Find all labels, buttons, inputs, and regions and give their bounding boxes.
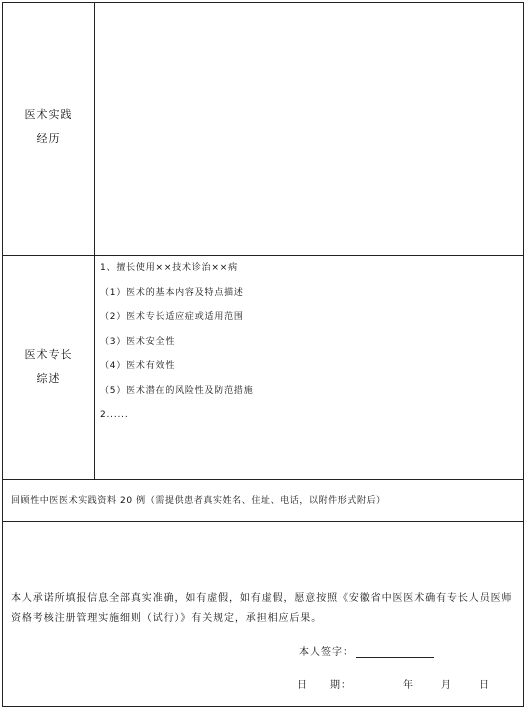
signature-row [299,643,434,658]
specialty-line-5: （4）医术有效性 [100,361,176,371]
practice-label-line-1: 医术实践 [24,108,73,121]
specialty-label-line-1: 医术专长 [24,348,73,361]
date-month-label: 月 [441,680,452,691]
practice-experience-label [3,103,94,151]
pledge-statement: 本人承诺所填报信息全部真实准确，如有虚假，如有虚假，愿意按照《安徽省中医医术确有专长人员医师资格考核注册管理实施细则（试行）》有关规定，承担相应后果。 [11,593,513,624]
specialty-summary-label [3,343,94,391]
label-column-divider [94,3,95,479]
row-divider-specialty [3,479,523,480]
row-divider-cases [3,521,523,522]
date-year-label: 年 [403,680,414,691]
specialty-line-2: （1）医术的基本内容及特点描述 [100,287,244,298]
case-materials-note: 回顾性中医医术实践资料 20 例（需提供患者真实姓名、住址、电话，以附件形式附后） [11,496,386,506]
specialty-line-7: 2...... [100,410,129,420]
specialty-summary-field[interactable] [100,256,517,428]
date-day-label: 日 [479,680,490,691]
signature-label: 本人签字： [299,647,354,658]
specialty-line-6: （5）医术潜在的风险性及防范措施 [100,385,254,396]
practice-label-line-2: 经历 [36,132,61,145]
specialty-line-1: 1、擅长使用××技术诊治××病 [100,263,238,273]
practice-experience-field[interactable] [100,5,517,253]
specialty-line-4: （3）医术安全性 [100,336,176,347]
specialty-label-line-2: 综述 [36,372,61,385]
signature-field[interactable] [356,645,434,658]
application-form-table [2,2,524,707]
date-label: 日 期： [297,680,352,691]
specialty-line-3: （2）医术专长适应症或适用范围 [100,312,244,322]
